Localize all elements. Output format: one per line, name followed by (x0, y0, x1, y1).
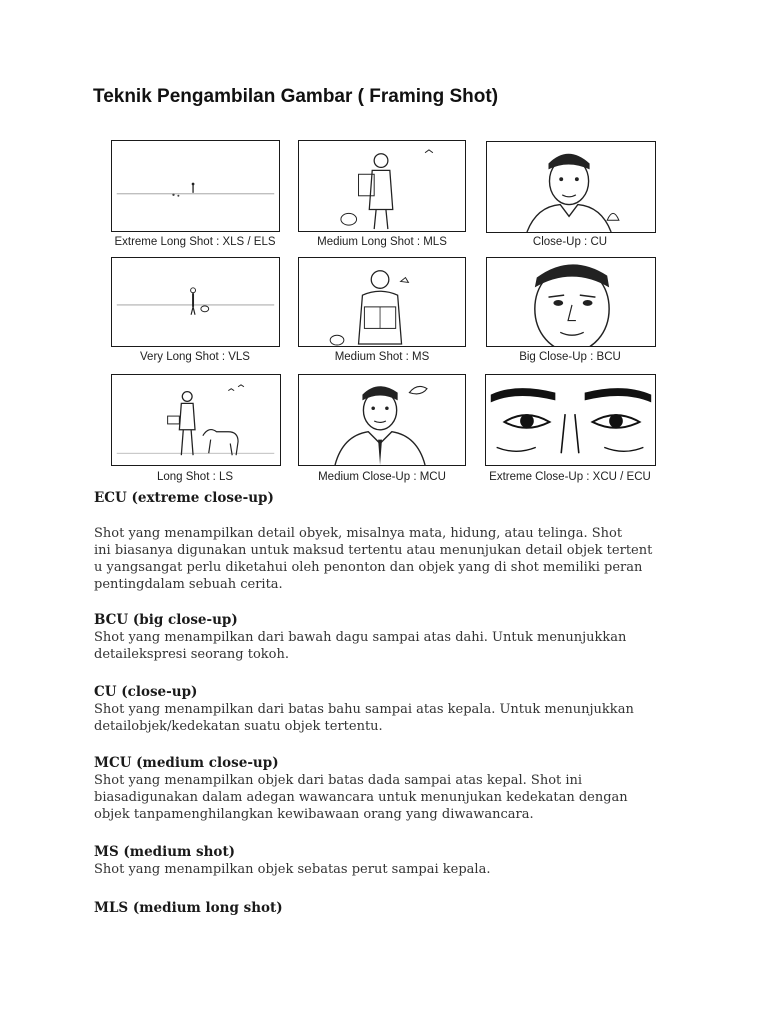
medium-shot-panel (298, 257, 466, 347)
body-line: u yangsangat perlu diketahui oleh penonton dan objek yang di shot memiliki peran (94, 560, 643, 575)
extreme-close-up-panel (485, 374, 656, 466)
medium-long-shot-illustration (299, 141, 465, 231)
body-line: pentingdalam sebuah cerita. (94, 577, 283, 592)
section-body (94, 629, 694, 663)
panel-caption: Medium Shot : MS (334, 351, 430, 363)
panel-caption: Long Shot : LS (156, 471, 234, 483)
panel-caption: Medium Long Shot : MLS (317, 236, 447, 248)
big-close-up-illustration (487, 258, 655, 346)
section-heading: MLS (medium long shot) (94, 900, 283, 916)
panel-caption: Big Close-Up : BCU (519, 351, 621, 363)
section-heading: ECU (extreme close-up) (94, 490, 274, 506)
body-line: Shot yang menampilkan dari batas bahu sampai atas kepala. Untuk menunjukkan (94, 702, 634, 717)
section-bcu (94, 611, 694, 663)
body-line: Shot yang menampilkan detail obyek, misalnya mata, hidung, atau telinga. Shot (94, 526, 623, 541)
close-up-panel (486, 141, 656, 233)
section-body (94, 525, 694, 593)
body-line: Shot yang menampilkan objek dari batas dada sampai atas kepal. Shot ini (94, 773, 583, 788)
section-body (94, 701, 694, 735)
medium-close-up-illustration (299, 375, 465, 465)
body-line: biasadigunakan dalam adegan wawancara untuk menunjukan kedekatan dengan (94, 790, 628, 805)
panel-caption: Extreme Close-Up : XCU / ECU (489, 471, 651, 483)
page-title: Teknik Pengambilan Gambar ( Framing Shot) (93, 86, 499, 107)
section-heading: BCU (big close-up) (94, 612, 238, 628)
very-long-shot-panel (111, 257, 280, 347)
medium-long-shot-panel (298, 140, 466, 232)
section-ecu (94, 489, 694, 593)
section-body (94, 861, 694, 878)
big-close-up-panel (486, 257, 656, 347)
body-line: Shot yang menampilkan dari bawah dagu sampai atas dahi. Untuk menunjukkan (94, 630, 627, 645)
close-up-illustration (487, 142, 655, 232)
long-shot-panel (111, 374, 281, 466)
body-line: objek tanpamenghilangkan kewibawaan orang yang diwawancara. (94, 807, 534, 822)
body-line: ini biasanya digunakan untuk maksud tertentu atau menunjukan detail objek tertent (94, 543, 653, 558)
panel-caption: Medium Close-Up : MCU (318, 471, 446, 483)
long-shot-illustration (112, 375, 280, 465)
section-heading: MS (medium shot) (94, 844, 236, 860)
section-body (94, 772, 694, 823)
medium-close-up-panel (298, 374, 466, 466)
section-ms (94, 843, 694, 878)
section-heading: CU (close-up) (94, 684, 198, 700)
extreme-long-shot-illustration (112, 141, 279, 231)
section-mls (94, 899, 694, 917)
body-line: Shot yang menampilkan objek sebatas perut sampai kepala. (94, 862, 491, 877)
panel-caption: Close-Up : CU (532, 236, 608, 248)
panel-caption: Very Long Shot : VLS (140, 351, 250, 363)
extreme-long-shot-panel (111, 140, 280, 232)
section-heading: MCU (medium close-up) (94, 755, 279, 771)
medium-shot-illustration (299, 258, 465, 346)
body-line: detailobjek/kedekatan suatu objek tertentu. (94, 719, 383, 734)
body-line: detailekspresi seorang tokoh. (94, 647, 289, 662)
section-mcu (94, 754, 694, 823)
section-cu (94, 683, 694, 735)
panel-caption: Extreme Long Shot : XLS / ELS (114, 236, 276, 248)
extreme-close-up-illustration (486, 375, 655, 465)
very-long-shot-illustration (112, 258, 279, 346)
